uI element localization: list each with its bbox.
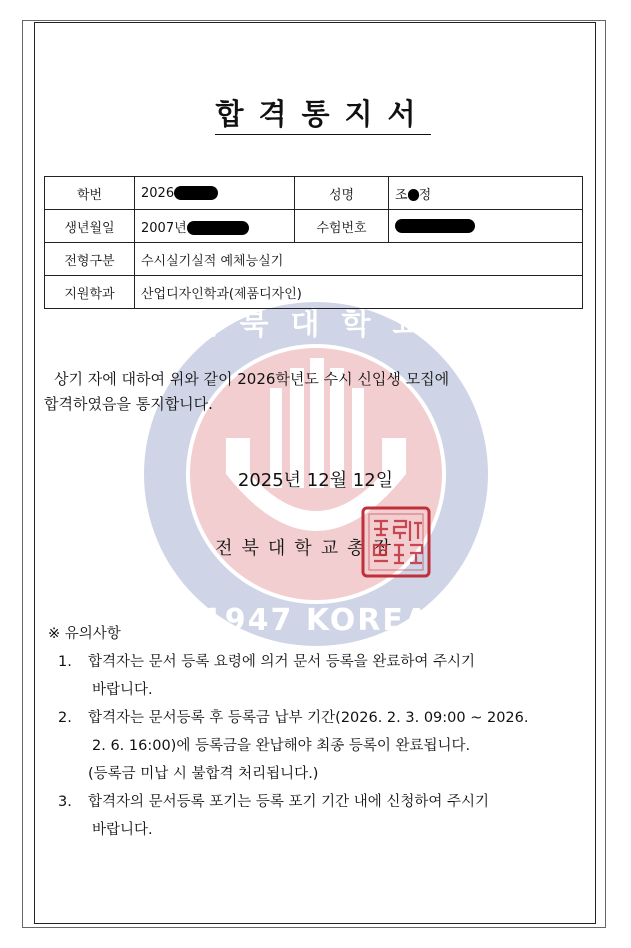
student-id-value: 2026 bbox=[135, 177, 295, 210]
list-item-number: 1. bbox=[58, 654, 72, 670]
list-item-line: 합격자는 문서등록 후 등록금 납부 기간(2026. 2. 3. 09:00 ~ 2026. bbox=[88, 710, 529, 726]
paragraph-line: 합격하였음을 통지합니다. bbox=[44, 395, 213, 413]
table-row bbox=[45, 276, 583, 309]
redaction-mark bbox=[408, 189, 419, 201]
list-item-line: 합격자의 문서등록 포기는 등록 포기 기간 내에 신청하여 주시기 bbox=[88, 794, 490, 810]
list-item-line: 바랍니다. bbox=[92, 682, 153, 698]
list-item-number: 2. bbox=[58, 710, 72, 726]
name-label: 성명 bbox=[295, 177, 389, 210]
issuer-name: 전북대학교총장 bbox=[215, 538, 400, 559]
birth-date-label: 생년월일 bbox=[45, 210, 135, 243]
list-item-line: 바랍니다. bbox=[92, 822, 153, 838]
notes-heading: ※ 유의사항 bbox=[48, 626, 121, 642]
exam-number-value bbox=[389, 210, 583, 243]
redaction-mark bbox=[187, 221, 249, 235]
department-label: 지원학과 bbox=[45, 276, 135, 309]
table-row bbox=[45, 210, 583, 243]
paragraph-line: 상기 자에 대하여 위와 같이 2026학년도 수시 신입생 모집에 bbox=[54, 370, 450, 388]
redaction-mark bbox=[395, 219, 475, 233]
document-title: 합격통지서 bbox=[0, 92, 631, 133]
admission-type-value: 수시실기실적 예체능실기 bbox=[135, 243, 583, 276]
applicant-info-table bbox=[44, 176, 583, 309]
list-item-line: 합격자는 문서 등록 요령에 의거 문서 등록을 완료하여 주시기 bbox=[88, 654, 476, 670]
list-item bbox=[58, 704, 593, 788]
name-value: 조 정 bbox=[389, 177, 583, 210]
seal-script-glyphs bbox=[374, 521, 422, 563]
emblem-bottom-text: 1947 KOREA bbox=[201, 603, 431, 638]
list-item-line: (등록금 미납 시 불합격 처리됩니다.) bbox=[88, 766, 319, 782]
notes-section bbox=[48, 620, 593, 844]
list-item bbox=[58, 648, 593, 704]
emblem-top-text: 전북대학교 bbox=[188, 307, 444, 342]
department-value: 산업디자인학과(제품디자인) bbox=[135, 276, 583, 309]
redaction-mark bbox=[174, 186, 218, 200]
seal-border bbox=[363, 508, 429, 576]
notification-paragraph bbox=[44, 367, 584, 417]
table-row bbox=[45, 243, 583, 276]
issue-date: 2025년 12월 12일 bbox=[237, 470, 394, 491]
list-item-number: 3. bbox=[58, 794, 72, 810]
exam-number-label: 수험번호 bbox=[295, 210, 389, 243]
student-id-label: 학번 bbox=[45, 177, 135, 210]
table-row bbox=[45, 177, 583, 210]
official-seal-stamp bbox=[360, 505, 432, 579]
birth-date-value: 2007년 bbox=[135, 210, 295, 243]
admission-type-label: 전형구분 bbox=[45, 243, 135, 276]
list-item-line: 2. 6. 16:00)에 등록금을 완납해야 최종 등록이 완료됩니다. bbox=[92, 738, 471, 754]
list-item bbox=[58, 788, 593, 844]
notes-list bbox=[48, 648, 593, 844]
